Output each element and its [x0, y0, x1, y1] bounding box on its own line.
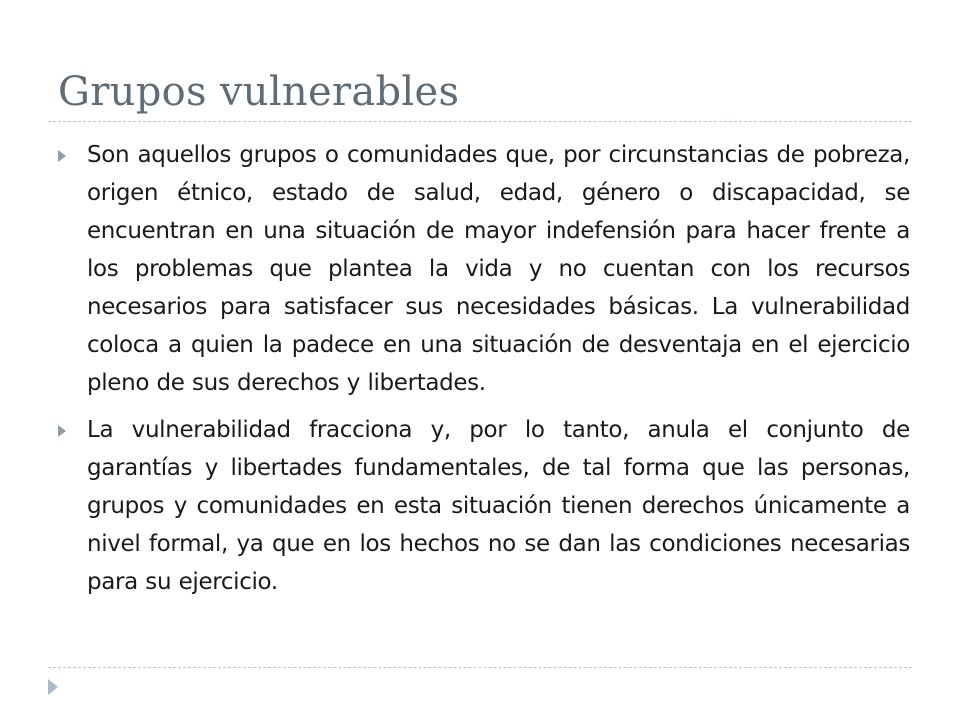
bullet-text: Son aquellos grupos o comunidades que, por circunstancias de pobreza, origen étnico, estado de salud, edad, género o discapacidad, se encuentran en una situación de mayor indefensión para hacer frente a los problemas que plantea la vida y no cuentan con los recursos necesarios para satisfacer sus necesidades básicas. La vulnerabilidad coloca a quien la padece en una situación de desventaja en el ejercicio pleno de sus derechos y libertades.: [87, 142, 910, 396]
top-dashed-divider: [48, 121, 912, 122]
bullet-item: [55, 136, 910, 402]
bottom-dashed-divider: [48, 667, 912, 668]
triangle-corner-icon: [48, 679, 58, 695]
slide-title: Grupos vulnerables: [58, 69, 460, 115]
triangle-bullet-icon: [58, 425, 66, 437]
triangle-bullet-icon: [58, 150, 66, 162]
bullet-list: [55, 136, 910, 610]
bullet-text: La vulnerabilidad fracciona y, por lo tanto, anula el conjunto de garantías y libertades fundamentales, de tal forma que las personas, grupos y comunidades en esta situación tienen derechos únicamente a nivel formal, ya que en los hechos no se dan las condiciones necesarias para su ejercicio.: [87, 417, 910, 595]
bullet-item: [55, 411, 910, 601]
